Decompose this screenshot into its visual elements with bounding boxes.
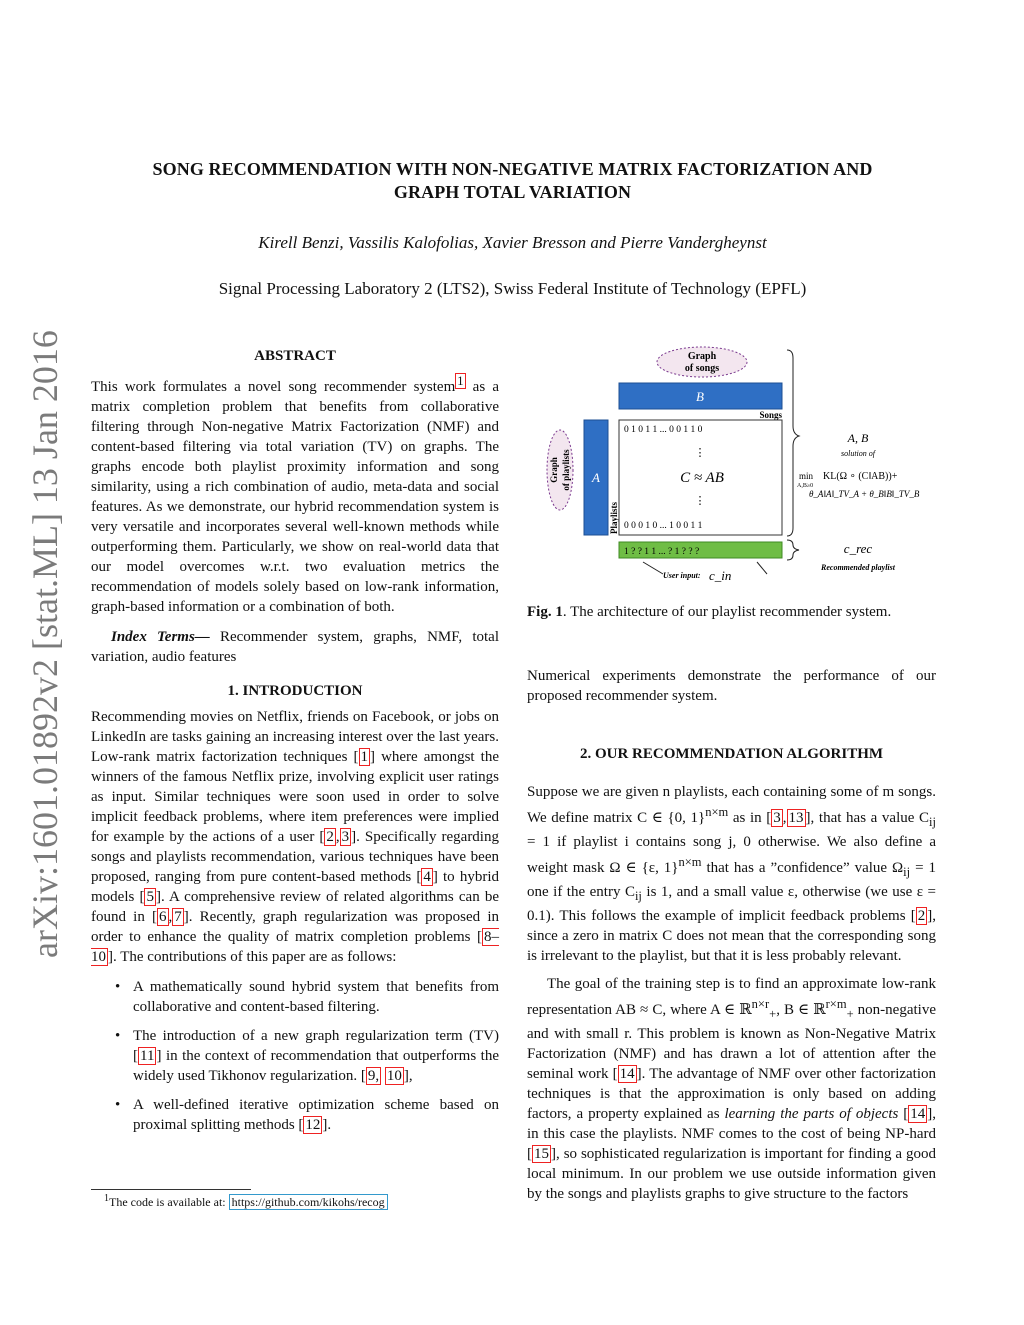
abstract-text [91, 371, 499, 617]
citation-link[interactable]: 14 [619, 1066, 635, 1082]
citation-link[interactable]: 3 [341, 829, 350, 845]
s2-t: , [782, 810, 787, 826]
s2-t: as in [728, 810, 767, 826]
intro-t10: . A comprehensive review of related algorithms can be found in [91, 889, 499, 925]
intro-t14: . Recently, graph regularization was proposed in order to enhance the quality of matrix completion problems [91, 909, 499, 945]
s2-t [898, 1106, 903, 1122]
c-rec-label: c_rec [843, 541, 873, 556]
citation-link[interactable]: 3 [773, 810, 781, 826]
footnote-rule [91, 1189, 251, 1190]
ab-label: A, B [847, 431, 869, 445]
citation-link[interactable]: 4 [423, 869, 431, 885]
caption-label: Fig. 1 [527, 604, 563, 620]
songs-axis-label: Songs [759, 410, 782, 420]
intro-t4: , [335, 829, 340, 845]
s2-t: = 1 one if the entry C [527, 860, 936, 900]
footnote-mark: 1 [104, 1193, 109, 1204]
citation-link[interactable]: 11 [140, 1048, 155, 1064]
left-column [91, 346, 499, 1144]
s2-t: , in this case the playlists. NMF comes to the cost of being NP-hard [527, 1106, 937, 1142]
contribution-text: The introduction of a new graph regularization term (TV) [133, 1028, 499, 1044]
min-label: min [799, 471, 814, 481]
contribution-text: , [408, 1068, 413, 1084]
big-brace [787, 350, 799, 536]
paper-title [90, 158, 935, 204]
s2-t: , B ∈ ℝ [776, 1002, 826, 1018]
citation-link[interactable]: 13 [788, 810, 804, 826]
s2-sub: + [846, 1007, 854, 1021]
code-url-link[interactable]: https://github.com/kikohs/recog [229, 1194, 388, 1210]
intro-t2: where amongst the winners of the famous Netflix prize, involving explicit user ratings as input. Similar techniques were soon used in order to solve implicit feedback problems, where item preferences were implied for example by the actions of a user [91, 749, 499, 845]
solution-of-label: solution of [840, 449, 876, 458]
s2-sup: n×m [678, 855, 702, 869]
intro-t6: . Specifically regarding songs and playlists recommendation, various techniques have been proposed, ranging from pure content-based methods [91, 829, 499, 885]
s2-t: , since a zero in matrix C does not mean that the corresponding song is irrelevant to the playlist, but that it is less probably relevant. [527, 908, 936, 964]
citation-link[interactable]: 5 [146, 889, 154, 905]
footnote-link[interactable]: 1 [457, 374, 464, 388]
s2-t: non-negative and with small r. This problem is known as Non-Negative Matrix Factorization (NMF) and has drawn a lot of attention after the seminal work [527, 1002, 936, 1082]
authors: Kirell Benzi, Vassilis Kalofolias, Xavier Bresson and Pierre Vandergheynst [258, 233, 767, 252]
intro-heading: 1. INTRODUCTION [227, 683, 363, 699]
architecture-figure [527, 338, 936, 593]
s2-t: The goal of the training step is to find an approximate low-rank representation AB ≈ C, where A ∈ ℝ [527, 976, 936, 1018]
vdots-top: ⋮ [694, 447, 706, 459]
contribution-item: • A well-defined iterative optimization scheme based on proximal splitting methods [ 12 ]. [91, 1095, 499, 1135]
tv-term: θ_A‖A‖_TV_A + θ_B‖B‖_TV_B [809, 489, 920, 499]
citation-link[interactable]: 9, [367, 1068, 380, 1084]
right-top-paragraph: Numerical experiments demonstrate the performance of our proposed recommender system. [527, 668, 936, 704]
citation-link[interactable]: 6 [159, 909, 167, 925]
s2-italic: learning the parts of objects [724, 1106, 899, 1122]
s2-t: is 1, and a small value ε, otherwise (we use ε = 0.1). This follows the example of implicit feedback problems [527, 884, 936, 924]
recommend-arrow [757, 562, 767, 574]
small-brace [787, 540, 799, 560]
s2-t: Suppose we are given n playlists, each containing some of m songs. We define matrix C ∈ {0, 1} [527, 784, 936, 826]
intro-t12: , [168, 909, 173, 925]
contribution-item [91, 977, 499, 1017]
citation-link[interactable]: 10 [386, 1068, 402, 1084]
figure-caption [527, 604, 936, 621]
matrix-row-top: 0 1 0 1 1 ... 0 0 1 1 0 [624, 425, 703, 435]
graph-of-playlists [547, 430, 573, 510]
graph-songs-label-1: Graph [687, 351, 717, 362]
citation-link[interactable]: 15 [534, 1146, 549, 1162]
citation-link[interactable]: 2 [917, 908, 926, 924]
abstract-text-a: This work formulates a novel song recommender system [91, 379, 456, 395]
section2-paragraph-2: The goal of the training step is to find an approximate low-rank representation AB ≈ C, where A ∈ ℝ$^{n\times r}_+$, B ∈ ℝ$^{r\times m}_+$ non-negative and with small r. This problem is known as Non-Negative Matrix Factorization (NMF) and has drawn a lot of attention after the seminal work [ 14 ]. The advantage of NMF over other factorization techniques is that the approximation is only based on adding factors, a property explained as learning the parts of objects [ 14 ], in this case the playlists. NMF comes to the cost of being NP-hard [ 15 ], so sophisticated regularization is important for finding a good local minimum. In our problem we use outside information given by the songs and playlists graphs to give structure to the factors [527, 976, 937, 1202]
figure-svg [527, 338, 936, 593]
contributions-list [91, 977, 499, 1135]
s2-sup: r×m [825, 997, 847, 1011]
contribution-text: . [327, 1117, 332, 1133]
matrix-C-equation: C ≈ AB [680, 470, 724, 486]
user-input-arrow [643, 562, 663, 574]
user-input-label: User input: [663, 571, 701, 580]
graph-songs-label-2: of songs [684, 363, 720, 374]
citation-link[interactable]: 12 [305, 1117, 321, 1133]
abstract-heading: ABSTRACT [254, 348, 336, 364]
recommended-playlist-label: Recommended playlist [821, 563, 895, 572]
s2-sup: n×r [751, 997, 770, 1011]
intro-t8: to hybrid models [91, 869, 499, 905]
matrix-B-label: B [696, 389, 704, 404]
s2-sub: ij [634, 889, 642, 903]
playlists-axis-label: Playlists [609, 501, 619, 534]
title-line-2: GRAPH TOTAL VARIATION [393, 182, 632, 202]
matrix-row-input: 1 ? ? 1 1 ... ? 1 ? ? ? [624, 547, 700, 557]
arxiv-identifier: arXiv:1601.01892v2 [stat.ML] 13 Jan 2016 [25, 330, 65, 958]
caption-text: . The architecture of our playlist recommender system. [562, 604, 892, 620]
citation-link[interactable]: 2 [326, 829, 334, 845]
matrix-A-label: A [592, 470, 600, 485]
intro-t16: . The contributions of this paper are as follows: [113, 949, 397, 965]
contribution-text: A well-defined iterative optimization scheme based on proximal splitting methods [133, 1097, 499, 1133]
graph-of-songs [657, 347, 747, 377]
s2-t: , so sophisticated regularization is important for finding a good local minimum. In our problem we use outside information given by the songs and playlists graphs to give structure to the factors [527, 1146, 936, 1202]
c-in-label: c_in [709, 568, 732, 583]
contribution-item: • The introduction of a new graph regularization term (TV) [ 11 ] in the context of recommendation that outperforms the widely used Tikhonov regularization. [ 9, 10 ], [91, 1026, 499, 1086]
affiliation: Signal Processing Laboratory 2 (LTS2), Swiss Federal Institute of Technology (EPFL) [218, 279, 807, 298]
kl-term: KL(Ω ∘ (C‖AB))+ [823, 471, 898, 482]
section2-heading: 2. OUR RECOMMENDATION ALGORITHM [579, 746, 884, 762]
s2-t: that has a ”confidence” value Ω [701, 860, 904, 876]
s2-t: . The advantage of NMF over other factorization techniques is that the approximation is only based on adding factors, a property explained as [527, 1066, 937, 1122]
right-column [527, 666, 936, 1204]
intro-paragraph: Recommending movies on Netflix, friends on Facebook, or jobs on LinkedIn are tasks gaining an increasing interest over the last years. Low-rank matrix factorization techniques [ 1 ] where amongst the winners of the famous Netflix prize, involving explicit user ratings as input. Similar techniques were soon used in order to solve implicit feedback problems, where item preferences were implied for example by the actions of a user [ 2 , 3 ]. Specifically regarding songs and playlists recommendation, various techniques have been proposed, ranging from pure content-based methods [ 4 ] to hybrid models [ 5 ]. A comprehensive review of related algorithms can be found in [ 6 , 7 ]. Recently, graph regularization was proposed in order to enhance the quality of matrix completion problems [ 8–10 ]. The contributions of this paper are as follows: [91, 709, 499, 965]
section2-paragraph-1: Suppose we are given n playlists, each containing some of m songs. We define matrix C ∈ {0, 1}$^{n\times m}$ as in [ 3 , 13 ], that has a value $C_{ij} = 1$ if playlist i contains song j, 0 otherwise. We also define a weight mask Ω ∈ {ε, 1}$^{n\times m}$ that has a ”confidence” value $\Omega_{ij} = 1$ one if the entry $C_{ij}$ is 1, and a small value ε, otherwise (we use ε = 0.1). This follows the example of implicit feedback problems [ 2 ], since a zero in matrix C does not mean that the corresponding song is irrelevant to the playlist, but that it is less probably relevant. [527, 784, 936, 964]
s2-sup: n×m [705, 805, 729, 819]
abstract-text-b: as a matrix completion problem that benefits from collaborative filtering through Non-negative Matrix Factorization (NMF) and content-based filtering via total variation (TV) on graphs. The graphs encode both playlist proximity information and song similarity, using a rich combination of audio, meta-data and social features. As we demonstrate, our hybrid recommendation system is very versatile and incorporates several well-known methods while outperforming them. Particularly, we show on real-world data that our model overcomes w.r.t. two evaluation metrics the recommendation of models solely based on low-rank information, graph-based information or a combination of both. [91, 379, 500, 615]
index-terms [91, 627, 499, 667]
s2-sub: ij [929, 815, 936, 829]
vdots-bottom: ⋮ [694, 495, 706, 507]
intro-t0: Recommending movies on Netflix, friends on Facebook, or jobs on LinkedIn are tasks gaining an increasing interest over the last years. Low-rank matrix factorization techniques [91, 709, 499, 765]
footnote-text: The code is available at: [109, 1195, 229, 1209]
s2-t: , that has a value C [810, 810, 930, 826]
index-terms-text: Recommender system, graphs, NMF, total variation, audio features [91, 629, 499, 665]
s2-t: = 1 if playlist i contains song j, 0 otherwise. We also define a weight mask Ω ∈ {ε, 1} [527, 834, 936, 876]
citation-link[interactable]: 8–10 [91, 929, 499, 965]
s2-sub: ij [903, 865, 911, 879]
contribution-text: in the context of recommendation that outperforms the widely used Tikhonov regularization. [133, 1048, 499, 1084]
citation-link[interactable]: 7 [174, 909, 182, 925]
citation-link[interactable]: 14 [910, 1106, 926, 1122]
graph-playlists-label-2: of playlists [561, 449, 571, 491]
index-terms-label: Index Terms— [111, 629, 210, 645]
title-line-1: SONG RECOMMENDATION WITH NON-NEGATIVE MATRIX FACTORIZATION AND [152, 159, 873, 179]
footnote [104, 1193, 388, 1210]
s2-sub: + [769, 1007, 777, 1021]
citation-link[interactable]: 1 [360, 749, 368, 765]
matrix-row-bottom: 0 0 0 1 0 ... 1 0 0 1 1 [624, 521, 703, 531]
min-constraint: A,B≥0 [797, 483, 814, 489]
contribution-text: A mathematically sound hybrid system that benefits from collaborative and content-based filtering. [133, 979, 499, 1015]
graph-playlists-label-1: Graph [549, 457, 559, 483]
